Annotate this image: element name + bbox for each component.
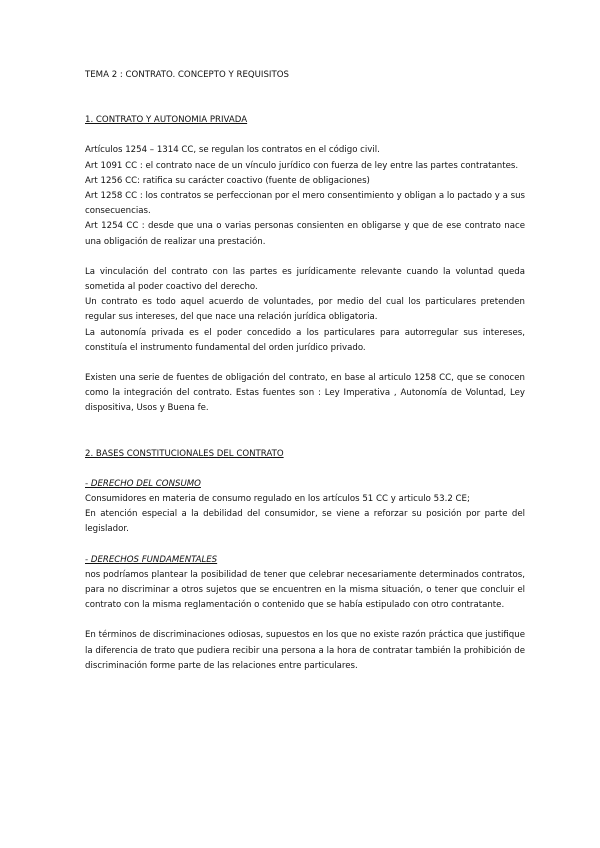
paragraph: La autonomía privada es el poder concedido a los particulares para autorregular sus intereses, constituía el instrumento fundamental del orden jurídico privado. [85, 327, 525, 353]
article-line: Art 1254 CC : desde que una o varias personas consienten en obligarse y que de ese contrato nace una obligación de realizar una prestación. [85, 221, 525, 247]
article-line: Art 1258 CC : los contratos se perfeccionan por el mero consentimiento y obligan a lo pactado y a sus consecuencias. [85, 191, 525, 217]
discriminaciones-paragraph: En términos de discriminaciones odiosas, supuestos en los que no existe razón práctica que justifique la diferencia de trato que pudiera recibir una persona a la hora de contratar también la prohibición de discriminación forme parte de las relaciones entre particulares. [85, 630, 525, 671]
document-body [85, 68, 525, 674]
article-line: Art 1091 CC : el contrato nace de un vínculo jurídico con fuerza de ley entre las partes contratantes. [85, 160, 519, 171]
consumo-line: En atención especial a la debilidad del consumidor, se viene a reforzar su posición por parte del legislador. [85, 509, 525, 535]
sources-paragraph: Existen una serie de fuentes de obligación del contrato, en base al articulo 1258 CC, que se conocen como la integración del contrato. Estas fuentes son : Ley Imperativa , Autonomía de Voluntad, Ley dispositiva, Usos y Buena fe. [85, 373, 525, 414]
consumo-line: Consumidores en materia de consumo regulado en los artículos 51 CC y articulo 53.2 CE; [85, 494, 470, 505]
section-1-heading: 1. CONTRATO Y AUTONOMIA PRIVADA [85, 115, 248, 126]
fundamentales-subheading: - DERECHOS FUNDAMENTALES [85, 554, 218, 565]
consumo-subheading: - DERECHO DEL CONSUMO [85, 478, 201, 489]
article-line: Art 1256 CC: ratifica su carácter coactivo (fuente de obligaciones) [85, 175, 370, 186]
paragraph: Un contrato es todo aquel acuerdo de voluntades, por medio del cual los particulares pretenden regular sus intereses, del que nace una relación jurídica obligatoria. [85, 297, 525, 323]
article-line: Artículos 1254 – 1314 CC, se regulan los contratos en el código civil. [85, 145, 380, 156]
document-title: TEMA 2 : CONTRATO. CONCEPTO Y REQUISITOS [85, 70, 289, 80]
paragraph: La vinculación del contrato con las partes es jurídicamente relevante cuando la voluntad queda sometida al poder coactivo del derecho. [85, 266, 525, 293]
fundamentales-paragraph: nos podríamos plantear la posibilidad de tener que celebrar necesariamente determinados contratos, para no discriminar a otros sujetos que se encuentren en la misma situación, o tener que concluir el contrato con la misma reglamentación o contenido que se había estipulado con otro contratante. [85, 569, 525, 611]
section-2-heading: 2. BASES CONSTITUCIONALES DEL CONTRATO [85, 448, 284, 459]
